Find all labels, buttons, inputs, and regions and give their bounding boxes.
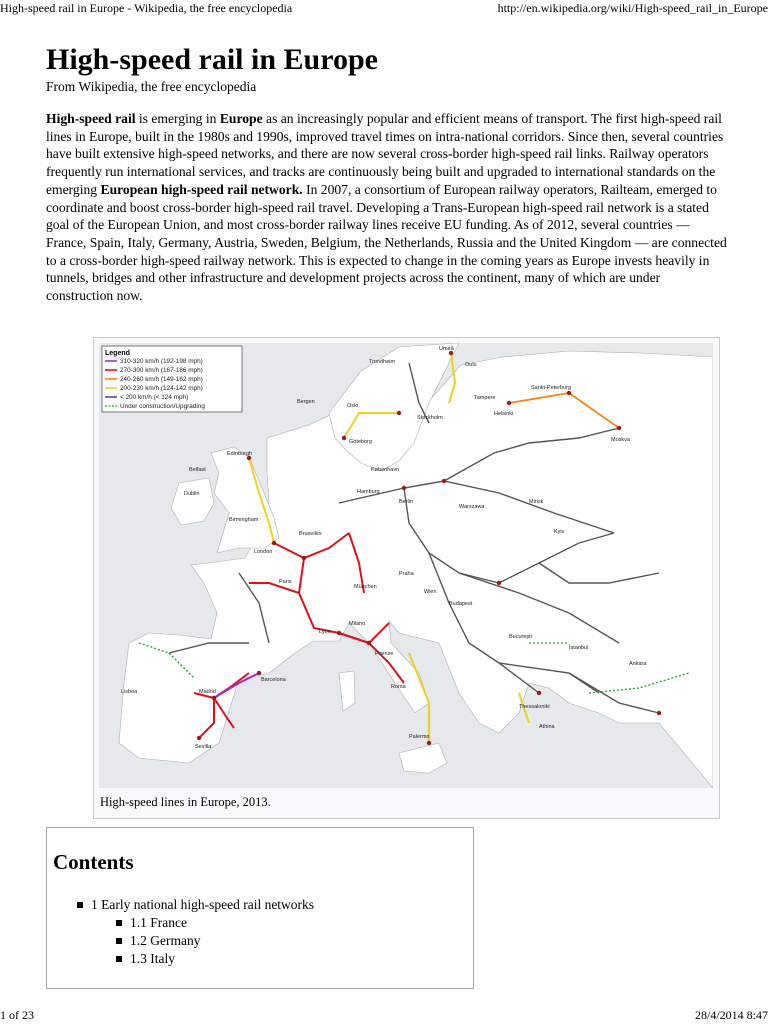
city-label-oulu: Oulu [465, 362, 477, 368]
city-label-firenze: Firenze [375, 651, 394, 657]
city-label-kyiv: Kyiv [554, 529, 565, 535]
city-label-goteborg: Göteborg [349, 439, 372, 445]
city-label-kobenhavn: København [371, 467, 400, 473]
city-label-lyon: Lyon [319, 629, 331, 635]
city-label-milano: Milano [349, 621, 366, 627]
city-label-stockholm: Stockholm [417, 415, 443, 421]
city-label-madrid: Madrid [199, 689, 216, 695]
city-label-paris: Paris [279, 579, 292, 585]
legend-title: Legend [105, 350, 130, 357]
link-high-speed-rail[interactable]: High-speed rail [46, 111, 136, 126]
city-label-thessaloniki: Thessaloniki [519, 704, 550, 710]
header-url: http://en.wikipedia.org/wiki/High-speed_rail_in_Europe [497, 1, 768, 15]
map-svg [99, 343, 713, 788]
city-label-oslo: Oslo [347, 403, 359, 409]
city-label-minsk: Minsk [529, 499, 544, 505]
city-label-sevilla: Sevilla [195, 744, 212, 750]
footer-datetime: 28/4/2014 8:47 [694, 1008, 768, 1022]
city-label-roma: Roma [391, 684, 406, 690]
city-label-praha: Praha [399, 571, 414, 577]
city-label-birmingham: Birmingham [229, 517, 259, 523]
print-footer [0, 1008, 768, 1024]
header-page-title: High-speed rail in Europe - Wikipedia, the free encyclopedia [0, 1, 293, 15]
city-label-dublin: Dublin [184, 491, 200, 497]
city-label-istanbul: İstanbul [569, 645, 589, 651]
city-label-athina: Athina [539, 724, 555, 730]
city-label-lisboa: Lisboa [121, 689, 138, 695]
city-label-edinburgh: Edinburgh [227, 451, 253, 457]
city-label-brussels: Bruxelles [299, 531, 322, 537]
city-label-warszawa: Warszawa [459, 504, 485, 510]
article-title: High-speed rail in Europe [46, 43, 378, 76]
footer-page-count: 1 of 23 [0, 1008, 34, 1022]
legend-item-270-300: 270-300 km/h (167-186 mph) [120, 367, 203, 374]
city-label-trondheim: Trondheim [369, 359, 396, 365]
intro-paragraph: High-speed rail is emerging in Europe as an increasingly popular and efficient means of transport. The first high-speed rail lines in Europe, built in the 1980s and 1990s, improved travel times on intra-national corridors. Since then, several countries have built extensive high-speed networks, and there are now several cross-border high-speed rail links. Railway operators frequently run international services, and tracks are continuously being built and upgraded to international standards on the emerging European high-speed rail network. In 2007, a consortium of European railway operators, Railteam, emerged to coordinate and boost cross-border high-speed rail travel. Developing a Trans-European high-speed rail network is a stated goal of the European Union, and most cross-border railway lines receive EU funding. As of 2012, several countries — France, Spain, Italy, Germany, Austria, Sweden, Belgium, the Netherlands, Russia and the United Kingdom — are connected to a cross-border high-speed railway network. This is expected to change in the coming years as Europe invests heavily in tunnels, bridges and other infrastructure and development projects across the continent, many of which are under construction now. [46, 111, 727, 304]
toc-item-italy[interactable]: 1.3 Italy [114, 950, 314, 968]
toc-list [75, 896, 314, 968]
city-label-budapest: Budapest [449, 601, 473, 607]
city-label-spb: Sankt-Peterburg [531, 385, 572, 391]
city-label-helsinki: Helsinki [494, 411, 514, 417]
city-label-london: London [254, 549, 273, 555]
toc-item-france[interactable]: 1.1 France [114, 914, 314, 932]
legend-item-under-200: < 200 km/h (< 124 mph) [120, 394, 189, 401]
city-label-umea: Umeå [439, 346, 454, 352]
city-label-bergen: Bergen [297, 399, 315, 405]
city-label-wien: Wien [424, 589, 437, 595]
figure-caption: High-speed lines in Europe, 2013. [100, 795, 271, 809]
legend-item-under-construction: Under construction/Upgrading [120, 403, 205, 410]
article-subtitle: From Wikipedia, the free encyclopedia [46, 79, 257, 94]
link-european-hsr-network[interactable]: European high-speed rail network. [100, 181, 303, 197]
toc-item-germany[interactable]: 1.2 Germany [114, 932, 314, 950]
toc-title: Contents [53, 850, 134, 874]
europe-rail-map[interactable] [99, 343, 713, 788]
city-label-bucuresti: Bucureşti [509, 634, 532, 640]
city-label-hamburg: Hamburg [357, 489, 380, 495]
legend-item-240-260: 240-260 km/h (149-162 mph) [120, 376, 203, 383]
print-header [0, 0, 768, 18]
city-label-munchen: München [354, 584, 377, 590]
city-label-ankara: Ankara [629, 661, 647, 667]
toc-item-early-networks[interactable]: 1 Early national high-speed rail networks [75, 896, 314, 914]
map-legend [102, 346, 242, 412]
map-figure [93, 337, 720, 819]
legend-item-200-230: 200-230 km/h (124-142 mph) [120, 385, 203, 392]
link-europe[interactable]: Europe [219, 111, 263, 126]
table-of-contents [46, 827, 474, 989]
city-label-palermo: Palermo [409, 734, 430, 740]
city-label-berlin: Berlin [399, 499, 414, 505]
city-label-tampere: Tampere [474, 395, 496, 401]
city-label-moskva: Moskva [611, 437, 630, 443]
city-label-belfast: Belfast [189, 467, 206, 473]
city-label-barcelona: Barcelona [261, 677, 286, 683]
legend-item-310-320: 310-320 km/h (192-198 mph) [120, 358, 203, 365]
